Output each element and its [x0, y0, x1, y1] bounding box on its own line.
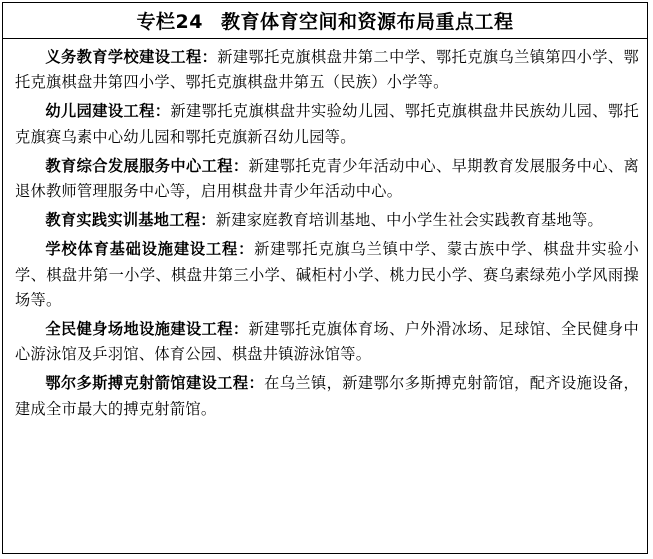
- project-heading: 全民健身场地设施建设工程：: [45, 320, 249, 339]
- project-heading: 鄂尔多斯搏克射箭馆建设工程：: [45, 374, 265, 393]
- project-box: [2, 2, 648, 554]
- project-body: 新建鄂托克旗棋盘井第二中学、鄂托克旗乌兰镇第四小学、鄂托克旗棋盘井第四小学、鄂托克旗棋盘井第五（民族）小学等。: [15, 48, 639, 92]
- column-number: 专栏24: [136, 11, 203, 33]
- project-item-school-sports-facilities: [15, 237, 639, 313]
- project-body: 新建鄂托克旗棋盘井实验幼儿园、鄂托克旗棋盘井民族幼儿园、鄂托克旗赛乌素中心幼儿园和鄂托克旗新召幼儿园等。: [15, 102, 639, 146]
- project-body: 新建鄂托克旗体育场、户外滑冰场、足球馆、全民健身中心游泳馆及乒羽馆、体育公园、棋盘井镇游泳馆等。: [15, 320, 639, 364]
- project-body: 在乌兰镇，新建鄂尔多斯搏克射箭馆，配齐设施设备，建成全市最大的搏克射箭馆。: [15, 374, 639, 418]
- project-body: 新建鄂托克青少年活动中心、早期教育发展服务中心、离退休教师管理服务中心等，启用棋盘井青少年活动中心。: [15, 156, 639, 201]
- project-heading: 教育综合发展服务中心工程：: [45, 156, 249, 175]
- project-item-practice-base: [15, 208, 639, 233]
- project-heading: 教育实践实训基地工程：: [45, 211, 216, 230]
- project-item-education-service-center: [15, 154, 639, 204]
- project-item-boke-archery-hall: [15, 371, 639, 421]
- project-item-compulsory-schools: [15, 45, 639, 95]
- column-name: 教育体育空间和资源布局重点工程: [220, 11, 514, 33]
- project-item-kindergartens: [15, 99, 639, 149]
- project-list: [3, 39, 647, 422]
- project-body: 新建家庭教育培训基地、中小学生社会实践教育基地等。: [215, 211, 603, 230]
- box-title: [3, 3, 647, 39]
- project-body: 新建鄂托克旗乌兰镇中学、蒙古族中学、棋盘井实验小学、棋盘井第一小学、棋盘井第三小学、碱柜村小学、桃力民小学、赛乌素绿苑小学风雨操场等。: [15, 240, 639, 309]
- project-heading: 幼儿园建设工程：: [45, 102, 171, 121]
- project-heading: 学校体育基础设施建设工程：: [45, 240, 255, 259]
- project-item-public-fitness: [15, 317, 639, 367]
- project-heading: 义务教育学校建设工程：: [45, 48, 218, 66]
